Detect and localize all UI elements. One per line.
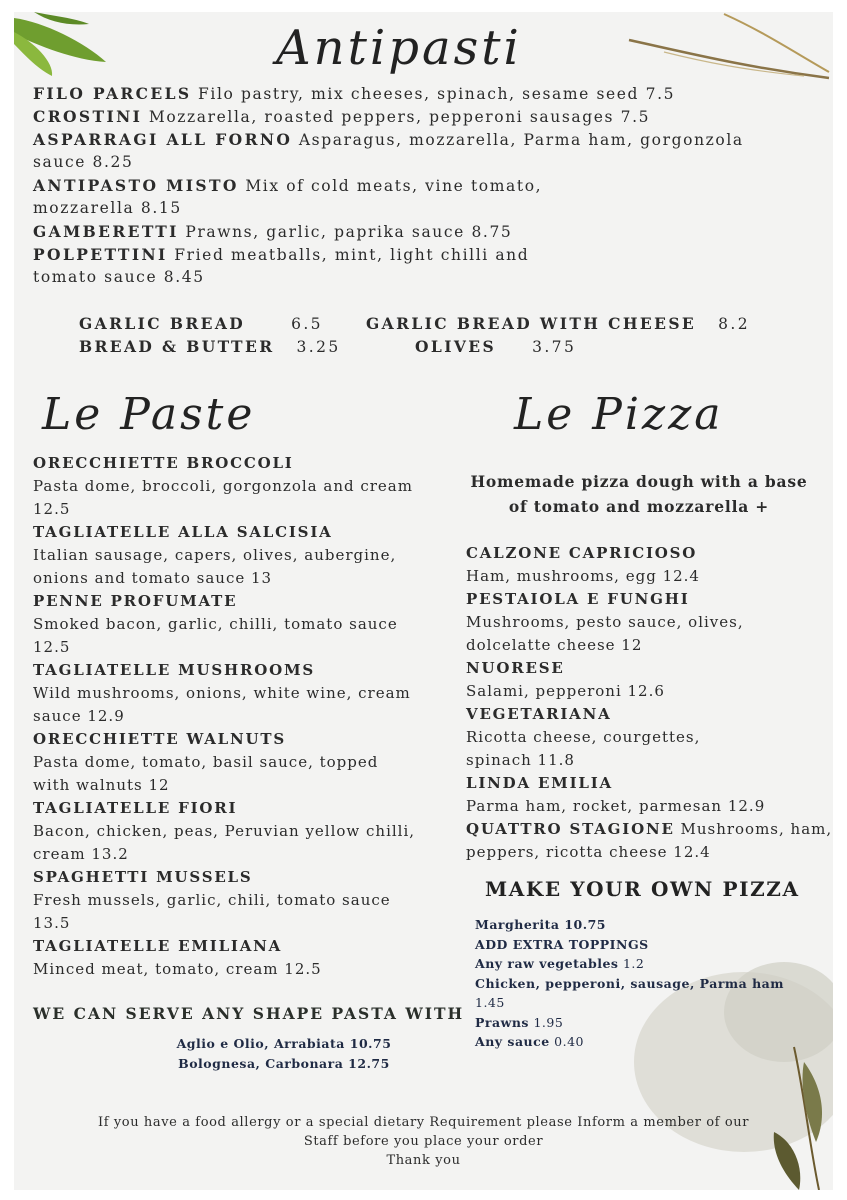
side-bread-butter bbox=[79, 335, 341, 359]
pasta-dish-name: SPAGHETTI MUSSELS bbox=[33, 868, 253, 886]
pizza-intro bbox=[454, 469, 824, 519]
own-bold: Any raw vegetables bbox=[475, 956, 619, 971]
pasta-dish-name: PENNE PROFUMATE bbox=[33, 592, 238, 610]
any-shape-heading: WE CAN SERVE ANY SHAPE PASTA WITH bbox=[33, 1004, 465, 1023]
pasta-dish-description: Wild mushrooms, onions, white wine, cream bbox=[33, 684, 411, 702]
antipasto-line bbox=[33, 266, 205, 289]
dish-name: ASPARRAGI ALL FORNO bbox=[33, 130, 293, 149]
pasta-dish-description: Bacon, chicken, peas, Peruvian yellow chilli, bbox=[33, 822, 416, 840]
dish-description: Mix of cold meats, vine tomato, bbox=[238, 177, 543, 195]
pasta-dish-description: 13.5 bbox=[33, 914, 71, 932]
own-bold: ADD EXTRA TOPPINGS bbox=[475, 936, 649, 952]
shape-line: Aglio e Olio, Arrabiata 10.75 bbox=[176, 1036, 392, 1051]
pizza-dish-inline: Mushrooms, ham, bbox=[674, 820, 833, 838]
pizza-dish-name: NUORESE bbox=[466, 659, 565, 677]
dish-description: Filo pastry, mix cheeses, spinach, sesame seed 7.5 bbox=[191, 85, 676, 103]
side-price: 3.75 bbox=[532, 338, 577, 356]
side-name: OLIVES bbox=[415, 337, 497, 356]
own-pizza-line bbox=[475, 993, 505, 1013]
pizza-dish-description: Ricotta cheese, courgettes, bbox=[466, 728, 701, 746]
dish-description: mozzarella 8.15 bbox=[33, 199, 182, 217]
antipasto-line bbox=[33, 82, 675, 106]
pasta-dish-description: 12.5 bbox=[33, 500, 71, 518]
paste-heading: Le Paste bbox=[42, 389, 256, 440]
pasta-dish-description: cream 13.2 bbox=[33, 845, 129, 863]
make-own-pizza-heading: MAKE YOUR OWN PIZZA bbox=[485, 877, 800, 901]
own-pizza-line bbox=[475, 915, 606, 935]
own-bold: Margherita 10.75 bbox=[475, 917, 607, 932]
pasta-dish-description: with walnuts 12 bbox=[33, 776, 170, 794]
pizza-dish-name: VEGETARIANA bbox=[466, 705, 612, 723]
antipasto-line bbox=[33, 151, 133, 174]
pizza-dish-description: dolcelatte cheese 12 bbox=[466, 636, 643, 654]
dish-name: CROSTINI bbox=[33, 107, 143, 126]
side-price: 3.25 bbox=[296, 338, 341, 356]
pasta-dish-name: TAGLIATELLE MUSHROOMS bbox=[33, 661, 316, 679]
pasta-dish-description: Fresh mussels, garlic, chili, tomato sauce bbox=[33, 891, 391, 909]
pizza-dish-description: spinach 11.8 bbox=[466, 751, 575, 769]
antipasto-line bbox=[33, 243, 529, 267]
shape-line: Bolognesa, Carbonara 12.75 bbox=[178, 1056, 390, 1071]
dish-name: POLPETTINI bbox=[33, 245, 168, 264]
side-name: BREAD & BUTTER bbox=[79, 337, 275, 356]
pasta-dish-name: TAGLIATELLE FIORI bbox=[33, 799, 238, 817]
footer-line: Thank you bbox=[386, 1153, 461, 1168]
dish-description: Prawns, garlic, paprika sauce 8.75 bbox=[178, 223, 513, 241]
side-garlic-bread-cheese bbox=[366, 312, 750, 336]
antipasto-line bbox=[33, 220, 512, 244]
own-pizza-line bbox=[475, 974, 784, 994]
pasta-dish-name: TAGLIATELLE ALLA SALCISIA bbox=[33, 523, 333, 541]
dish-name: GAMBERETTI bbox=[33, 222, 179, 241]
pizza-dish-name: CALZONE CAPRICIOSO bbox=[466, 544, 698, 562]
dish-description: tomato sauce 8.45 bbox=[33, 268, 205, 286]
side-name: GARLIC BREAD bbox=[79, 314, 246, 333]
pizza-dish-row bbox=[466, 772, 613, 795]
dish-description: sauce 8.25 bbox=[33, 153, 134, 171]
pizza-dish-row bbox=[466, 818, 832, 841]
own-pizza-line bbox=[475, 954, 644, 974]
side-olives bbox=[415, 335, 576, 359]
dish-description: Fried meatballs, mint, light chilli and bbox=[167, 246, 530, 264]
dish-description: Asparagus, mozzarella, Parma ham, gorgonzola bbox=[292, 131, 744, 149]
antipasto-line bbox=[33, 128, 744, 152]
own-price: 1.45 bbox=[475, 995, 505, 1010]
dish-name: FILO PARCELS bbox=[33, 84, 192, 103]
own-pizza-line bbox=[475, 1013, 563, 1033]
own-price: 1.2 bbox=[618, 956, 645, 971]
pizza-dish-row bbox=[466, 703, 612, 726]
pasta-dish-description: Minced meat, tomato, cream 12.5 bbox=[33, 960, 322, 978]
pizza-dish-description: Ham, mushrooms, egg 12.4 bbox=[466, 567, 700, 585]
antipasto-line bbox=[33, 197, 182, 220]
pasta-dish-description: Pasta dome, broccoli, gorgonzola and cream bbox=[33, 477, 413, 495]
pizza-dish-description: Parma ham, rocket, parmesan 12.9 bbox=[466, 797, 766, 815]
menu-page bbox=[14, 12, 833, 1190]
leaf-decoration-icon bbox=[14, 12, 114, 82]
pasta-dish-description: Pasta dome, tomato, basil sauce, topped bbox=[33, 753, 379, 771]
pasta-dish-name: ORECCHIETTE BROCCOLI bbox=[33, 454, 294, 472]
intro-line: Homemade pizza dough with a base bbox=[470, 472, 808, 491]
side-price: 8.2 bbox=[718, 315, 750, 333]
pizza-dish-name: QUATTRO STAGIONE bbox=[466, 820, 675, 838]
pasta-dish-description: 12.5 bbox=[33, 638, 71, 656]
own-price: 1.95 bbox=[528, 1014, 564, 1030]
pizza-dish-description: peppers, ricotta cheese 12.4 bbox=[466, 843, 711, 861]
pasta-dish-description: Smoked bacon, garlic, chilli, tomato sauce bbox=[33, 615, 398, 633]
pizza-dish-row bbox=[466, 657, 565, 680]
footer-line: If you have a food allergy or a special dietary Requirement please Inform a member of our bbox=[97, 1115, 750, 1130]
pizza-dish-description: Salami, pepperoni 12.6 bbox=[466, 682, 665, 700]
antipasto-line bbox=[33, 174, 542, 198]
own-bold: Any sauce bbox=[475, 1034, 550, 1049]
any-shape-options bbox=[14, 1034, 554, 1074]
own-price: 0.40 bbox=[549, 1034, 585, 1049]
pizza-dish-name: LINDA EMILIA bbox=[466, 774, 613, 792]
own-pizza-line bbox=[475, 1032, 584, 1052]
side-name: GARLIC BREAD WITH CHEESE bbox=[366, 314, 697, 333]
dish-description: Mozzarella, roasted peppers, pepperoni sausages 7.5 bbox=[142, 108, 651, 126]
own-bold: Prawns bbox=[475, 1014, 529, 1030]
side-garlic-bread bbox=[79, 312, 323, 336]
own-pizza-line bbox=[475, 935, 649, 955]
pasta-dish-description: Italian sausage, capers, olives, aubergine, bbox=[33, 546, 397, 564]
antipasti-heading: Antipasti bbox=[276, 20, 522, 76]
allergy-notice bbox=[14, 1113, 833, 1170]
dish-name: ANTIPASTO MISTO bbox=[33, 176, 239, 195]
pasta-dish-description: onions and tomato sauce 13 bbox=[33, 569, 273, 587]
intro-line: of tomato and mozzarella + bbox=[508, 497, 770, 516]
pizza-dish-description: Mushrooms, pesto sauce, olives, bbox=[466, 613, 744, 631]
antipasto-line bbox=[33, 105, 650, 129]
brush-stroke-decoration bbox=[624, 12, 833, 92]
pizza-dish-row bbox=[466, 542, 697, 565]
own-bold: Chicken, pepperoni, sausage, Parma ham bbox=[475, 975, 784, 991]
footer-line: Staff before you place your order bbox=[303, 1134, 544, 1149]
pasta-dish-name: ORECCHIETTE WALNUTS bbox=[33, 730, 286, 748]
pizza-dish-name: PESTAIOLA E FUNGHI bbox=[466, 590, 690, 608]
side-price: 6.5 bbox=[291, 315, 323, 333]
pizza-dish-row bbox=[466, 588, 690, 611]
pizza-heading: Le Pizza bbox=[514, 389, 724, 440]
pasta-dish-description: sauce 12.9 bbox=[33, 707, 125, 725]
pasta-dish-name: TAGLIATELLE EMILIANA bbox=[33, 937, 283, 955]
